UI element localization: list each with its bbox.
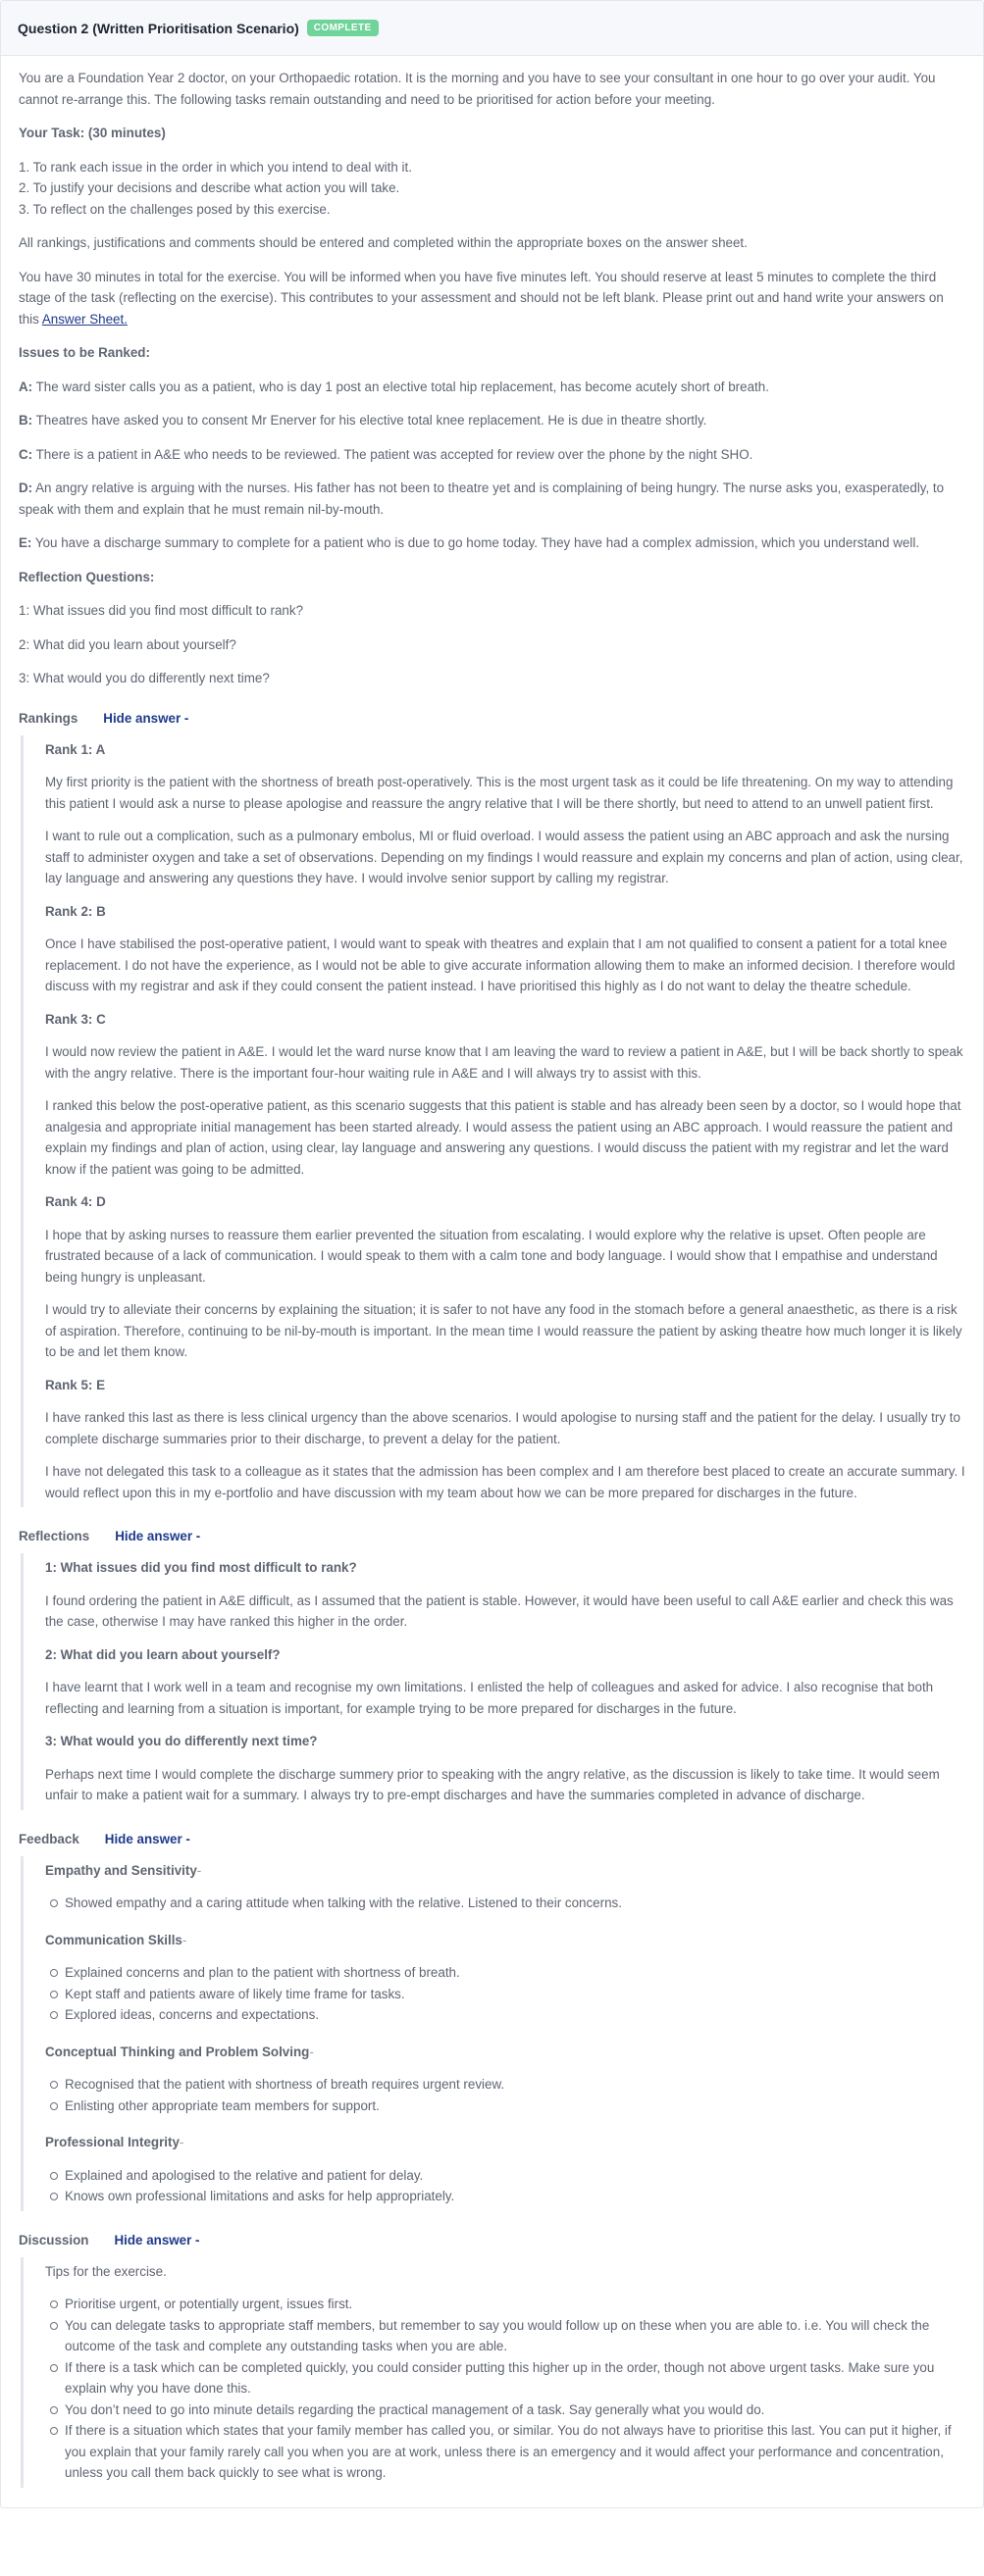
discussion-intro: Tips for the exercise. (45, 2263, 167, 2279)
discussion-item: If there is a situation which states that your family member has called you, or similar. You do not always have to prioritise this last. You can put it higher, if you explain that your family rarely call you when you are at work, unless there is an emergency and it would affect your performance and concentration, unless you call them back quickly to see what is wrong. (65, 2420, 965, 2484)
rank-title: Rank 2: B (45, 903, 106, 919)
reflection-text: I found ordering the patient in A&E difficult, as I assumed that the patient is stable. However, it would have been useful to call A&E earlier and check this was the case, otherwise I may have ranked this higher in the order. (45, 1592, 954, 1629)
reflection-text: Perhaps next time I would complete the discharge summery prior to speaking with the angry relative, as the discussion is likely to take time. It would seem unfair to make a patient wait for a summary. I always try to pre-empt discharges and have the summaries completed in advance of discharge. (45, 1766, 940, 1802)
feedback-group-name: Communication Skills (45, 1932, 182, 1947)
task-heading: Your Task: (30 minutes) (19, 126, 166, 140)
feedback-list (45, 2074, 965, 2116)
feedback-list (45, 1893, 965, 1914)
issue-item (19, 478, 965, 520)
discussion-label: Discussion (19, 2232, 89, 2248)
rank-text: I ranked this below the post-operative patient, as this scenario suggests that this patient is stable and has already been seen by a doctor, so I would hope that analgesia and appropriate initial management has been started already. I would assess the patient using an ABC approach. I would reassure the patient and explain my findings and plan of action, using clear, lay language and answering any questions. I would discuss the patient with my registrar and let the ward know if the patient was going to be admitted. (45, 1098, 961, 1177)
feedback-label: Feedback (19, 1831, 79, 1846)
feedback-list (45, 1962, 965, 2026)
issue-item (19, 532, 965, 554)
reflection-text: I have learnt that I work well in a team and recognise my own limitations. I enlisted the help of colleagues and asked for advice. I also recognise that both reflecting and learning from a situation is important, for example trying to be more prepared for discharges in the future. (45, 1680, 934, 1716)
issue-item (19, 377, 965, 398)
issues-heading: Issues to be Ranked: (19, 345, 150, 360)
feedback-group-dash: - (181, 1932, 187, 1947)
feedback-group-title (45, 1860, 965, 1882)
rankings-label: Rankings (19, 710, 78, 726)
feedback-section-header (19, 1832, 965, 1846)
feedback-item: Knows own professional limitations and asks for help appropriately. (65, 2186, 965, 2207)
feedback-group-name: Professional Integrity (45, 2135, 180, 2149)
discussion-hide-answer-link[interactable]: Hide answer - (114, 2232, 200, 2248)
feedback-group-name: Empathy and Sensitivity (45, 1862, 197, 1878)
task-item: 2. To justify your decisions and describe what action you will take. (19, 180, 400, 195)
rank-text: I have not delegated this task to a colleague as it states that the admission has been complex and I am therefore best placed to create an accurate summary. I would reflect upon this in my e-portfolio and have discussion with my team about how we can be more prepared for discharges in the future. (45, 1464, 965, 1500)
time-instructions (19, 267, 965, 330)
task-list (19, 157, 965, 221)
discussion-list (45, 2294, 965, 2484)
issue-item (19, 410, 965, 431)
answer-instructions: All rankings, justifications and comments should be entered and completed within the appropriate boxes on the answer sheet. (19, 235, 748, 250)
reflections-label: Reflections (19, 1529, 90, 1543)
discussion-section-header (19, 2233, 965, 2248)
issue-text: Theatres have asked you to consent Mr Enerver for his elective total knee replacement. He is due in theatre shortly. (35, 413, 707, 428)
issue-key: A: (19, 379, 33, 394)
reflection-question: 3: What would you do differently next time? (19, 671, 270, 685)
reflection-title: 1: What issues did you find most difficult to rank? (45, 1560, 357, 1575)
rankings-answer (21, 735, 965, 1508)
feedback-group-dash: - (179, 2135, 184, 2149)
discussion-item: Prioritise urgent, or potentially urgent, issues first. (65, 2294, 965, 2315)
reflection-question: 1: What issues did you find most difficult to rank? (19, 603, 304, 618)
answer-sheet-link[interactable]: Answer Sheet. (41, 311, 128, 327)
issue-item (19, 444, 965, 466)
feedback-group-dash: - (196, 1862, 202, 1878)
discussion-item: You can delegate tasks to appropriate staff members, but remember to say you would follow up on these when you are able to. i.e. You will check the outcome of the task and complete any outstanding tasks when you are able. (65, 2315, 965, 2357)
rank-title: Rank 3: C (45, 1011, 106, 1027)
status-badge: COMPLETE (307, 20, 379, 36)
issue-key: D: (19, 480, 33, 495)
feedback-group-title (45, 1930, 965, 1951)
discussion-item: If there is a task which can be completed quickly, you could consider putting this higher up in the order, though not above urgent tasks. Make sure you explain why you have done this. (65, 2357, 965, 2399)
issue-key: B: (19, 413, 33, 428)
reflection-question: 2: What did you learn about yourself? (19, 636, 236, 652)
task-item: 1. To rank each issue in the order in which you intend to deal with it. (19, 159, 412, 175)
rank-text: I would try to alleviate their concerns by explaining the situation; it is safer to not have any food in the stomach before a general anaesthetic, as there is a risk of aspiration. Therefore, continuing to be nil-by-mouth is important. In the mean time I would reassure the patient by asking theatre how much longer it is likely to be and let them know. (45, 1302, 962, 1359)
feedback-group-title (45, 2132, 965, 2153)
reflections-hide-answer-link[interactable]: Hide answer - (115, 1529, 201, 1543)
issue-key: C: (19, 446, 33, 462)
feedback-item: Explained concerns and plan to the patient with shortness of breath. (65, 1962, 965, 1984)
issue-text: You have a discharge summary to complete for a patient who is due to go home today. They have had a complex admission, which you understand well. (34, 535, 920, 550)
issue-key: E: (19, 535, 32, 550)
feedback-answer (21, 1856, 965, 2211)
time-instructions-text: You have 30 minutes in total for the exercise. You will be informed when you have five minutes left. You should reserve at least 5 minutes to complete the third stage of the task (reflecting on the exercise). This contributes to your assessment and should not be left blank. Please print out and hand write your answers on this (19, 269, 944, 327)
discussion-answer (21, 2257, 965, 2488)
rank-text: I hope that by asking nurses to reassure them earlier prevented the situation from escalating. I would explore why the relative is upset. Often people are frustrated because of a lack of communication. I would speak to them with a calm tone and body language. I would show that I empathise and understand being hungry is unpleasant. (45, 1227, 938, 1285)
scenario-text: You are a Foundation Year 2 doctor, on your Orthopaedic rotation. It is the morning and you have to see your consultant in one hour to go over your audit. You cannot re-arrange this. The following tasks remain outstanding and need to be prioritised for action before your meeting. (19, 71, 936, 107)
feedback-item: Kept staff and patients aware of likely time frame for tasks. (65, 1984, 965, 2005)
feedback-item: Explained and apologised to the relative and patient for delay. (65, 2165, 965, 2187)
reflections-section-header (19, 1529, 965, 1543)
rank-text: I would now review the patient in A&E. I would let the ward nurse know that I am leaving the ward to review a patient in A&E, but I will be back shortly to speak with the angry relative. There is the important four-hour waiting rule in A&E and I will always try to assist with this. (45, 1044, 963, 1081)
issue-text: There is a patient in A&E who needs to be reviewed. The patient was accepted for review over the phone by the night SHO. (35, 446, 753, 462)
feedback-item: Recognised that the patient with shortness of breath requires urgent review. (65, 2074, 965, 2096)
feedback-group-dash: - (309, 2044, 314, 2059)
reflections-answer (21, 1553, 965, 1810)
reflection-heading: Reflection Questions: (19, 569, 155, 584)
rank-text: I have ranked this last as there is less clinical urgency than the above scenarios. I would apologise to nursing staff and the patient for the delay. I usually try to complete discharge summaries prior to their discharge, to prevent a delay for the patient. (45, 1410, 960, 1446)
feedback-hide-answer-link[interactable]: Hide answer - (104, 1831, 190, 1846)
question-body (1, 56, 983, 2507)
rank-text: Once I have stabilised the post-operative patient, I would want to speak with theatres and explain that I am not qualified to consent a patient for a total knee replacement. I do not have the experience, as I would not be able to give accurate information allowing them to make an informed decision. I therefore would discuss with my registrar and ask if they could consent the patient instead. I have prioritised this highly as I do not want to delay the theatre schedule. (45, 936, 956, 993)
rank-title: Rank 5: E (45, 1377, 106, 1392)
rankings-section-header (19, 711, 965, 726)
feedback-list (45, 2165, 965, 2207)
feedback-group-title (45, 2042, 965, 2063)
feedback-item: Explored ideas, concerns and expectations. (65, 2004, 965, 2026)
issue-text: An angry relative is arguing with the nurses. His father has not been to theatre yet and is complaining of being hungry. The nurse asks you, exasperatedly, to speak with them and explain that he must remain nil-by-mouth. (19, 480, 945, 517)
issue-text: The ward sister calls you as a patient, who is day 1 post an elective total hip replacement, has become acutely short of breath. (35, 379, 769, 394)
rank-text: I want to rule out a complication, such as a pulmonary embolus, MI or fluid overload. I would assess the patient using an ABC approach and ask the nursing staff to administer oxygen and take a set of observations. Depending on my findings I would reassure and explain my concerns and plan of action, using clear, lay language and answering any questions they have. I would involve senior support by calling my registrar. (45, 829, 963, 885)
task-item: 3. To reflect on the challenges posed by this exercise. (19, 201, 331, 217)
reflection-title: 3: What would you do differently next time? (45, 1734, 318, 1748)
rank-text: My first priority is the patient with the shortness of breath post-operatively. This is the most urgent task as it could be life threatening. On my way to attending this patient I would ask a nurse to please apologise and reassure the angry relative that I will be there shortly, but need to attend to an unwell patient first. (45, 775, 954, 811)
discussion-item: You don’t need to go into minute details regarding the practical management of a task. Say generally what you would do. (65, 2399, 965, 2421)
feedback-item: Enlisting other appropriate team members for support. (65, 2096, 965, 2117)
question-title: Question 2 (Written Prioritisation Scenario) (18, 20, 299, 36)
rank-title: Rank 1: A (45, 741, 106, 757)
rankings-hide-answer-link[interactable]: Hide answer - (103, 710, 189, 726)
reflection-title: 2: What did you learn about yourself? (45, 1646, 281, 1662)
feedback-group-name: Conceptual Thinking and Problem Solving (45, 2044, 310, 2059)
card-header (1, 1, 983, 56)
rank-title: Rank 4: D (45, 1194, 106, 1209)
feedback-item: Showed empathy and a caring attitude when talking with the relative. Listened to their concerns. (65, 1893, 965, 1914)
